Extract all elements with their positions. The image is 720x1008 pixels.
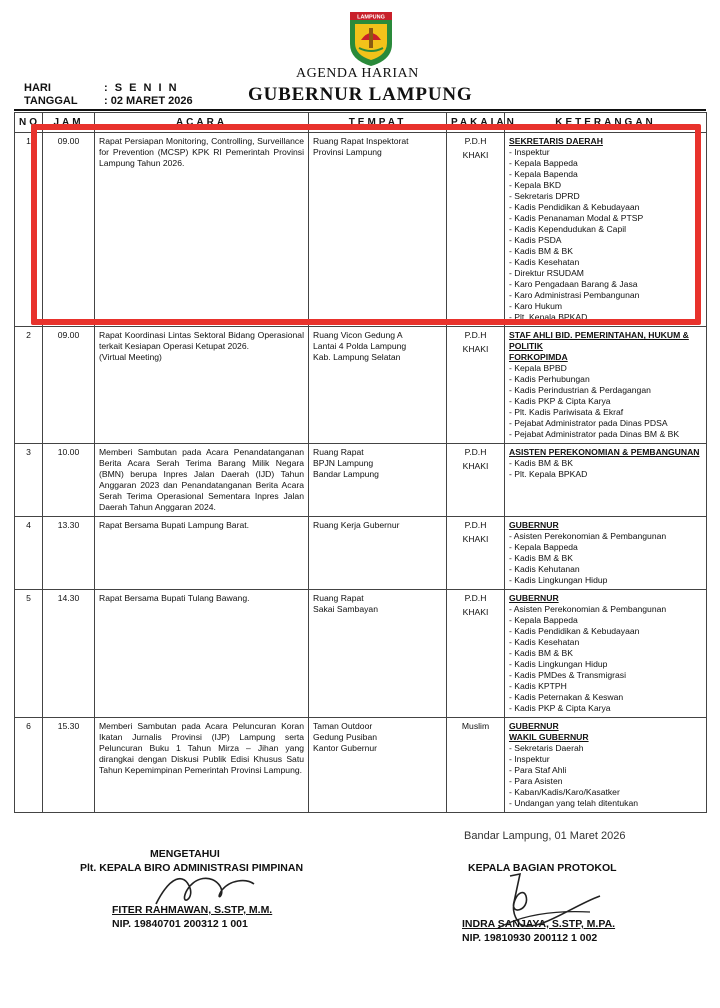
notes-title: STAF AHLI BID. PEMERINTAHAN, HUKUM & POLITIK xyxy=(509,330,689,351)
notes-title: GUBERNUR xyxy=(509,520,559,530)
right-signer-title: KEPALA BAGIAN PROTOKOL xyxy=(468,862,617,874)
notes-item: - Pejabat Administrator pada Dinas PDSA xyxy=(509,418,668,428)
notes-item: - Kadis Kesehatan xyxy=(509,637,580,647)
row-venue xyxy=(309,718,447,813)
notes-item: - Kadis Lingkungan Hidup xyxy=(509,659,608,669)
row-event xyxy=(95,517,309,590)
row-venue xyxy=(309,590,447,718)
venue-line: Kantor Gubernur xyxy=(313,743,378,753)
row-notes xyxy=(505,517,707,590)
notes-item: - Kadis KPTPH xyxy=(509,681,567,691)
notes-item: - Pejabat Administrator pada Dinas BM & BK xyxy=(509,429,680,439)
row-venue xyxy=(309,444,447,517)
attire-line: P.D.H xyxy=(464,136,487,146)
notes-item: - Sekretaris DPRD xyxy=(509,191,580,201)
venue-line: Provinsi Lampung xyxy=(313,147,382,157)
event-text: (Virtual Meeting) xyxy=(99,352,162,362)
attire-line: P.D.H xyxy=(464,593,487,603)
notes-item: - Kadis Penanaman Modal & PTSP xyxy=(509,213,644,223)
hari-label: HARI xyxy=(24,82,51,94)
logo-text: LAMPUNG xyxy=(357,14,385,21)
venue-line: Ruang Vicon Gedung A xyxy=(313,330,403,340)
row-attire xyxy=(447,718,505,813)
col-header-keterangan: KETERANGAN xyxy=(505,113,707,133)
event-text: Rapat Bersama Bupati Tulang Bawang. xyxy=(99,593,250,603)
governor-title: GUBERNUR LAMPUNG xyxy=(248,84,473,105)
row-number: 3 xyxy=(15,444,43,517)
row-attire xyxy=(447,517,505,590)
notes-item: - Inspektur xyxy=(509,147,550,157)
attire-line: KHAKI xyxy=(462,150,489,160)
tanggal-label: TANGGAL xyxy=(24,95,78,107)
row-time: 09.00 xyxy=(43,327,95,444)
col-header-acara: ACARA xyxy=(95,113,309,133)
left-signature-icon xyxy=(150,866,260,912)
hari-value: : S E N I N xyxy=(104,82,179,94)
notes-item: - Kadis Kehutanan xyxy=(509,564,580,574)
row-time: 15.30 xyxy=(43,718,95,813)
notes-title: GUBERNUR xyxy=(509,721,559,731)
venue-line: Ruang Rapat Inspektorat xyxy=(313,136,409,146)
row-venue xyxy=(309,517,447,590)
venue-line: Sakai Sambayan xyxy=(313,604,378,614)
notes-item: - Kadis BM & BK xyxy=(509,553,573,563)
table-row xyxy=(15,517,707,590)
row-venue xyxy=(309,327,447,444)
notes-item: - Kadis Pendidikan & Kebudayaan xyxy=(509,626,640,636)
notes-item: - Sekretaris Daerah xyxy=(509,743,584,753)
notes-item: - Kadis Pendidikan & Kebudayaan xyxy=(509,202,640,212)
notes-item: - Kadis BM & BK xyxy=(509,458,573,468)
venue-line: Bandar Lampung xyxy=(313,469,379,479)
notes-item: - Plt. Kepala BPKAD xyxy=(509,469,588,479)
notes-title: ASISTEN PEREKONOMIAN & PEMBANGUNAN xyxy=(509,447,700,457)
attire-line: Muslim xyxy=(461,721,490,731)
notes-item: - Kadis PMDes & Transmigrasi xyxy=(509,670,627,680)
right-signer-nip: NIP. 19810930 200112 1 002 xyxy=(462,932,598,944)
attire-line: P.D.H xyxy=(464,330,487,340)
notes-item: - Kadis BM & BK xyxy=(509,246,573,256)
row-number: 2 xyxy=(15,327,43,444)
notes-item: - Para Staf Ahli xyxy=(509,765,567,775)
event-text: Rapat Koordinasi Lintas Sektoral Bidang Operasional terkait Kesiapan Operasi Ketupat 2026. xyxy=(99,330,304,351)
event-text: Memberi Sambutan pada Acara Peluncuran Koran Ikatan Jurnalis Provinsi (IJP) Lampung serta Peluncuran Buku 1 Tahun Mirza – Jihan yang dirangkai dengan Diskusi Publik Edisi Khusus Satu Tahun Kepemimpinan Pemerintah Provinsi Lampung. xyxy=(99,721,304,775)
tanggal-value: : 02 MARET 2026 xyxy=(104,95,193,107)
col-header-jam: JAM xyxy=(43,113,95,133)
venue-line: BPJN Lampung xyxy=(313,458,374,468)
notes-item: - Kadis Perindustrian & Perdagangan xyxy=(509,385,651,395)
agenda-title: AGENDA HARIAN xyxy=(296,66,419,81)
notes-item: - Kadis Perhubungan xyxy=(509,374,590,384)
col-header-tempat: TEMPAT xyxy=(309,113,447,133)
row-event xyxy=(95,590,309,718)
notes-item: - Kadis Lingkungan Hidup xyxy=(509,575,608,585)
notes-item: - Kepala Bappeda xyxy=(509,158,578,168)
notes-item: - Kepala BPBD xyxy=(509,363,567,373)
row-notes xyxy=(505,718,707,813)
notes-item: - Kepala Bappeda xyxy=(509,542,578,552)
notes-title: SEKRETARIS DAERAH xyxy=(509,136,603,146)
row-event xyxy=(95,718,309,813)
notes-item: - Kadis BM & BK xyxy=(509,648,573,658)
notes-item: - Asisten Perekonomian & Pembangunan xyxy=(509,531,667,541)
venue-line: Kab. Lampung Selatan xyxy=(313,352,401,362)
table-row xyxy=(15,590,707,718)
event-text: Rapat Persiapan Monitoring, Controlling, Surveillance for Prevention (MCSP) KPK RI Pemerintah Provinsi Lampung Tahun 2026. xyxy=(99,136,304,168)
notes-item: - Asisten Perekonomian & Pembangunan xyxy=(509,604,667,614)
event-text: Rapat Bersama Bupati Lampung Barat. xyxy=(99,520,250,530)
table-row xyxy=(15,327,707,444)
notes-item: - Kadis PKP & Cipta Karya xyxy=(509,396,611,406)
left-signer-label: MENGETAHUI xyxy=(150,848,220,860)
right-signature-icon xyxy=(480,866,620,936)
right-signer-name: INDRA SANJAYA, S.STP, M.PA. xyxy=(462,918,616,930)
notes-item: - Undangan yang telah ditentukan xyxy=(509,798,639,808)
row-event xyxy=(95,444,309,517)
row-attire xyxy=(447,327,505,444)
notes-item: - Kadis Kesehatan xyxy=(509,257,580,267)
venue-line: Ruang Rapat xyxy=(313,593,364,603)
notes-item: - Kaban/Kadis/Karo/Kasatker xyxy=(509,787,620,797)
notes-item: - Karo Pengadaan Barang & Jasa xyxy=(509,279,638,289)
left-signer-name: FITER RAHMAWAN, S.STP, M.M. xyxy=(112,904,273,916)
notes-item: - Plt. Kadis Pariwisata & Ekraf xyxy=(509,407,624,417)
notes-item: - Kepala BKD xyxy=(509,180,562,190)
notes-title: WAKIL GUBERNUR xyxy=(509,732,589,742)
venue-line: Ruang Kerja Gubernur xyxy=(313,520,400,530)
row-event xyxy=(95,327,309,444)
lampung-emblem-icon xyxy=(348,10,394,68)
venue-line: Gedung Pusiban xyxy=(313,732,378,742)
row-notes xyxy=(505,590,707,718)
attire-line: KHAKI xyxy=(462,461,489,471)
col-header-no: NO xyxy=(15,113,43,133)
row-number: 5 xyxy=(15,590,43,718)
attire-line: P.D.H xyxy=(464,447,487,457)
row-attire xyxy=(447,444,505,517)
venue-line: Lantai 4 Polda Lampung xyxy=(313,341,407,351)
venue-line: Taman Outdoor xyxy=(313,721,373,731)
notes-item: - Kepala Bappeda xyxy=(509,615,578,625)
notes-item: - Para Asisten xyxy=(509,776,563,786)
left-signer-nip: NIP. 19840701 200312 1 001 xyxy=(112,918,248,930)
header-rule xyxy=(14,109,706,111)
row-number: 1 xyxy=(15,133,43,327)
notes-item: - Kepala Bapenda xyxy=(509,169,578,179)
row-number: 6 xyxy=(15,718,43,813)
notes-item: - Kadis PSDA xyxy=(509,235,562,245)
row-time: 14.30 xyxy=(43,590,95,718)
row-time: 13.30 xyxy=(43,517,95,590)
notes-item: - Karo Administrasi Pembangunan xyxy=(509,290,640,300)
highlight-box xyxy=(31,124,701,325)
row-number: 4 xyxy=(15,517,43,590)
attire-line: P.D.H xyxy=(464,520,487,530)
notes-item: - Karo Hukum xyxy=(509,301,563,311)
venue-line: Ruang Rapat xyxy=(313,447,364,457)
notes-item: - Kadis Peternakan & Keswan xyxy=(509,692,624,702)
col-header-pakaian: PAKAIAN xyxy=(447,113,505,133)
notes-item: - Kadis PKP & Cipta Karya xyxy=(509,703,611,713)
attire-line: KHAKI xyxy=(462,344,489,354)
notes-title: FORKOPIMDA xyxy=(509,352,568,362)
signing-date: Bandar Lampung, 01 Maret 2026 xyxy=(464,830,626,842)
event-text: Memberi Sambutan pada Acara Penandatanganan Berita Acara Serah Terima Barang Milik Negara (BMN) berupa Inpres Jalan Daerah (IJD) Tahun Anggaran 2023 dan Penandatanganan Berita Acara Serah Terima Operasional Sementara Inpres Jalan Daerah Tahun Anggaran 2024. xyxy=(99,447,304,512)
attire-line: KHAKI xyxy=(462,607,489,617)
row-attire xyxy=(447,590,505,718)
left-signer-title: Plt. KEPALA BIRO ADMINISTRASI PIMPINAN xyxy=(80,862,304,874)
attire-line: KHAKI xyxy=(462,534,489,544)
row-time: 09.00 xyxy=(43,133,95,327)
row-time: 10.00 xyxy=(43,444,95,517)
notes-item: - Direktur RSUDAM xyxy=(509,268,584,278)
table-row xyxy=(15,718,707,813)
row-notes xyxy=(505,444,707,517)
table-row xyxy=(15,444,707,517)
notes-item: - Inspektur xyxy=(509,754,550,764)
notes-item: - Plt. Kepala BPKAD xyxy=(509,312,588,322)
row-notes xyxy=(505,327,707,444)
notes-item: - Kadis Kependudukan & Capil xyxy=(509,224,627,234)
notes-title: GUBERNUR xyxy=(509,593,559,603)
